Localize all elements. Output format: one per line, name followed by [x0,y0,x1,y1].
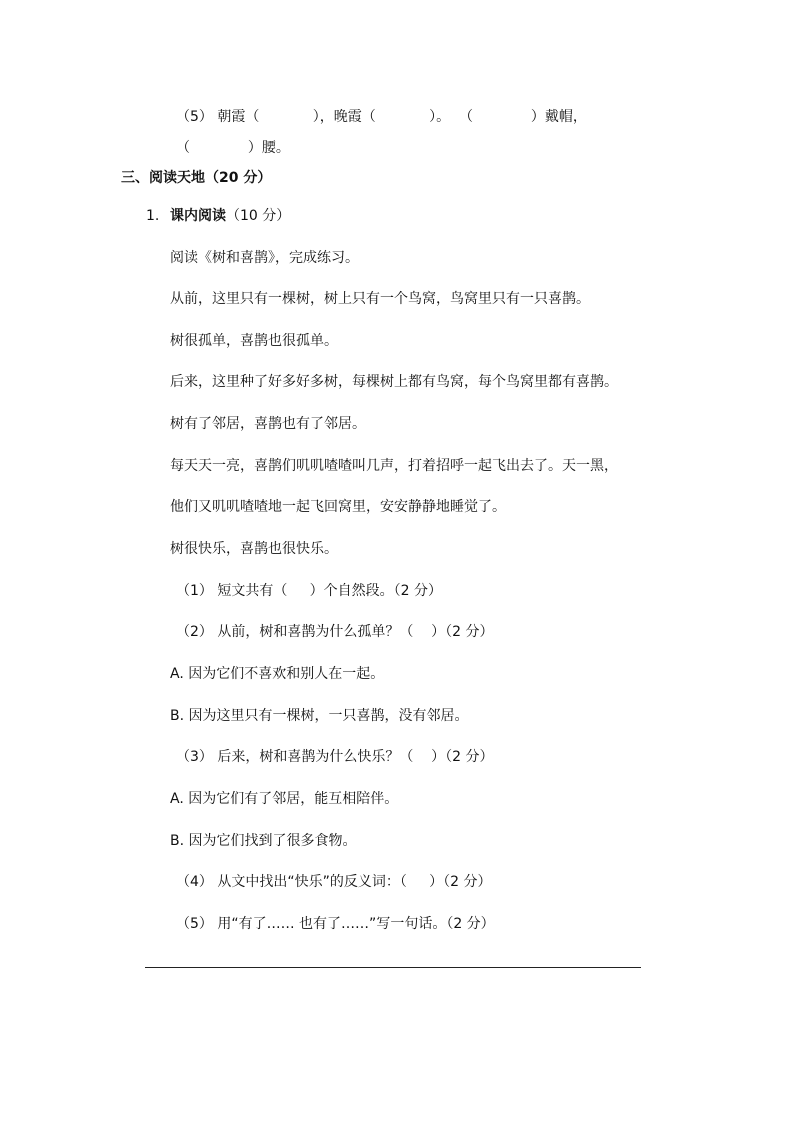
question-3: （3） 后来，树和喜鹊为什么快乐？（ ）（2 分） [176,749,494,765]
reading-instruction: 阅读《树和喜鹊》，完成练习。 [170,250,359,266]
question-2-option-a: A. 因为它们不喜欢和别人在一起。 [170,666,385,682]
passage-line-5: 每天天一亮，喜鹊们叽叽喳喳叫几声，打着招呼一起飞出去了。天一黑， [170,458,618,474]
question-4: （4） 从文中找出“快乐”的反义词：（ ）（2 分） [176,874,492,890]
item-1-title: 课内阅读 [170,208,226,224]
q5-fill-line-2: （ ）腰。 [176,140,290,156]
item-1-heading [170,206,290,226]
item-1-score: （10 分） [226,208,291,224]
question-3-option-b: B. 因为它们找到了很多食物。 [170,833,357,849]
question-2-option-b: B. 因为这里只有一棵树，一只喜鹊，没有邻居。 [170,708,469,724]
passage-line-4: 树有了邻居，喜鹊也有了邻居。 [170,416,366,432]
passage-line-3: 后来，这里种了好多好多树，每棵树上都有鸟窝，每个鸟窝里都有喜鹊。 [170,374,618,390]
passage-line-7: 树很快乐，喜鹊也很快乐。 [170,541,338,557]
passage-line-6: 他们又叽叽喳喳地一起飞回窝里，安安静静地睡觉了。 [170,499,506,515]
item-1-number: 1. [146,208,160,224]
answer-line [145,967,641,968]
question-2: （2） 从前，树和喜鹊为什么孤单？（ ）（2 分） [176,624,494,640]
passage-line-1: 从前，这里只有一棵树，树上只有一个鸟窝，鸟窝里只有一只喜鹊。 [170,291,590,307]
question-1: （1） 短文共有（ ）个自然段。（2 分） [176,583,442,599]
passage-line-2: 树很孤单，喜鹊也很孤单。 [170,333,338,349]
question-3-option-a: A. 因为它们有了邻居，能互相陪伴。 [170,791,399,807]
q5-fill-line-1: （5） 朝霞（ ），晚霞（ ）。 （ ）戴帽， [176,109,587,125]
question-5: （5） 用“有了…… 也有了……”写一句话。（2 分） [176,916,495,932]
section-heading: 三、阅读天地（20 分） [121,170,272,186]
